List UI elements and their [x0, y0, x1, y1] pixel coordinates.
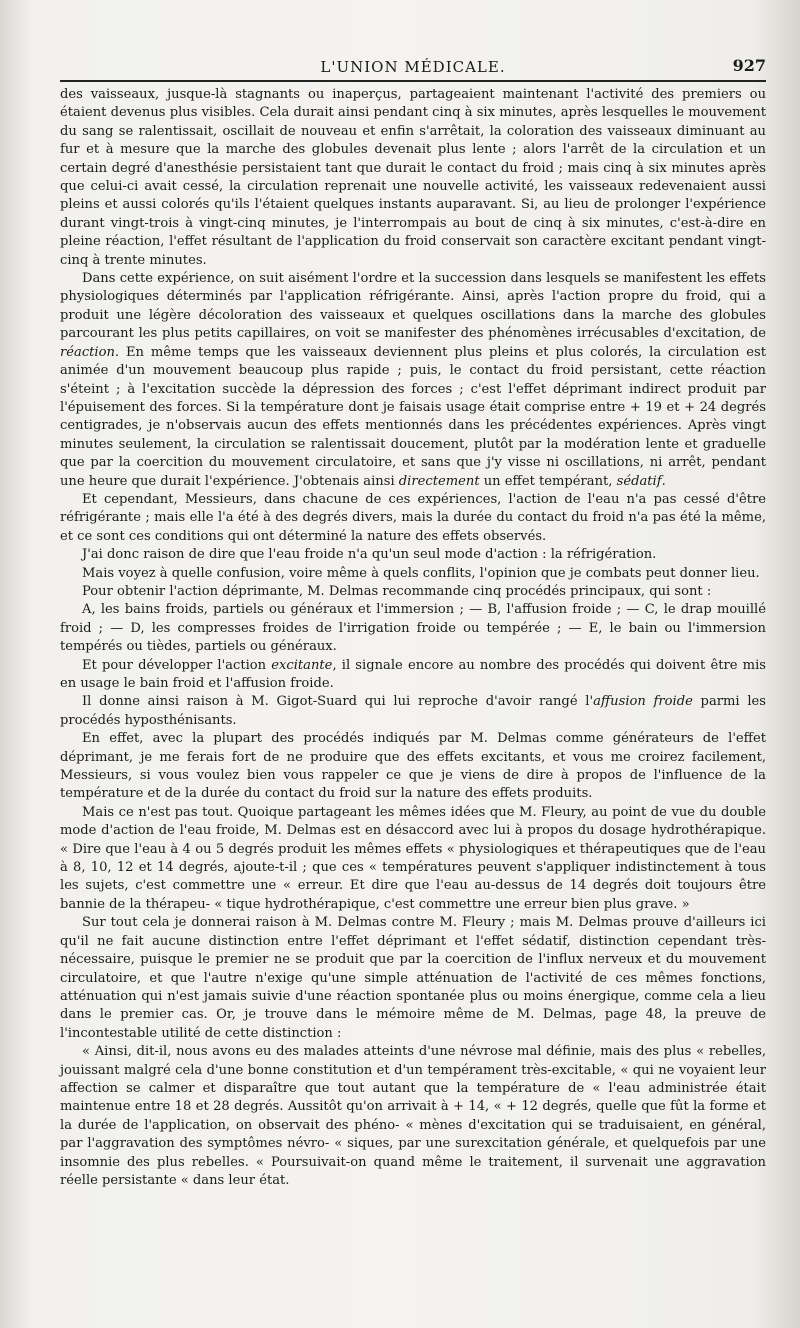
paragraph-1: des vaisseaux, jusque-là stagnants ou inaperçus, partageaient maintenant l'activité des premiers ou étaient devenus plus visibles. Cela durait ainsi pendant cinq à six minutes, après lesquelles le mouvement du sang se ralentissait, oscillait de nouveau et enfin s'arrêtait, la coloration des vaisseaux diminuant au fur et à mesure que la marche des globules devenait plus lente ; alors l'arrêt de la circulation et un certain degré d'anesthésie persistaient tant que durait le contact du froid ; mais cinq à six minutes après que celui-ci avait cessé, la circulation reprenait une nouvelle activité, les vaisseaux redevenaient aussi pleins et aussi colorés qu'ils l'étaient quelques instants auparavant. Si, au lieu de prolonger l'expérience durant vingt-trois à vingt-cinq minutes, je l'interrompais au bout de cinq à six minutes, c'est-à-dire en pleine réaction, l'effet résultant de l'application du froid conservait son caractère excitant pendant vingt-cinq à trente minutes.: [60, 87, 766, 268]
paragraph-2: [60, 270, 766, 491]
paragraph-2-text: .: [661, 473, 666, 489]
paragraph-12: Sur tout cela je donnerai raison à M. Delmas contre M. Fleury ; mais M. Delmas prouve d'ailleurs ici qu'il ne fait aucune distinction entre l'effet déprimant et l'effet sédatif, distinction cependant très-nécessaire, puisque le premier ne se produit que par la coercition de l'influx nerveux et du mouvement circulatoire, et que l'autre n'exige qu'une simple atténuation de l'activité de ces mêmes fonctions, atténuation qui n'est jamais suivie d'une réaction spontanée plus ou moins énergique, comme cela a lieu dans le premier cas. Or, je trouve dans le mémoire même de M. Delmas, page 48, la preuve de l'incontestable utilité de cette distinction :: [60, 915, 766, 1041]
paragraph-8-text: Et pour développer l'action: [82, 657, 272, 673]
paragraph-2-emphasis-directement: directement: [398, 473, 480, 489]
paragraph-2-emphasis-sedatif: sédatif: [616, 473, 662, 489]
paragraph-5: Mais voyez à quelle confusion, voire même à quels conflits, l'opinion que je combats peut donner lieu.: [82, 565, 760, 581]
paragraph-7: A, les bains froids, partiels ou généraux et l'immersion ; — B, l'affusion froide ; — C, le drap mouillé froid ; — D, les compresses froides de l'irrigation froide ou tempérée ; — E, le bain ou l'immersion tempérés ou tièdes, partiels ou généraux.: [60, 602, 766, 655]
paragraph-9-text: parmi les procédés hyposthénisants.: [60, 694, 766, 728]
paragraph-9: [60, 693, 766, 730]
paragraph-3: Et cependant, Messieurs, dans chacune de ces expériences, l'action de l'eau n'a pas cessé d'être réfrigérante ; mais elle l'a été à des degrés divers, mais la durée du contact du froid n'a pas été la même, et ce sont ces conditions qui ont déterminé la nature des effets observés.: [60, 491, 766, 544]
paragraph-11: Mais ce n'est pas tout. Quoique partageant les mêmes idées que M. Fleury, au point de vue du double mode d'action de l'eau froide, M. Delmas est en désaccord avec lui à propos du dosage hydrothérapique. « Dire que l'eau à 4 ou 5 degrés produit les mêmes effets « physiologiques et thérapeutiques que de l'eau à 8, 10, 12 et 14 degrés, ajoute-t-il ; que ces « températures peuvent s'appliquer indistinctement à tous les sujets, c'est commettre une « erreur. Et dire que l'eau au-dessus de 14 degrés doit toujours être bannie de la thérapeu- « tique hydrothérapique, c'est commettre une erreur bien plus grave. »: [60, 804, 766, 912]
running-head: [60, 48, 766, 80]
running-title: L'UNION MÉDICALE.: [320, 58, 506, 76]
paragraph-10: En effet, avec la plupart des procédés indiqués par M. Delmas comme générateurs de l'effet déprimant, je me ferais fort de ne produire que des effets excitants, et vous me croirez facilement, Messieurs, si vous voulez bien vous rappeler ce que je viens de dire à propos de l'influence de la température et de la durée du contact du froid sur la nature des effets produits.: [60, 731, 766, 802]
paragraph-2-text: Dans cette expérience, on suit aisément l'ordre et la succession dans lesquels se manifestent les effets physiologiques déterminés par l'application réfrigérante. Ainsi, après l'action propre du froid, qui a produit une légère décoloration des vaisseaux et quelques oscillations dans la marche des globules parcourant les plus petits capillaires, on voit se manifester des phénomènes irrécusables d'excitation, de: [60, 271, 766, 342]
header-rule: [60, 80, 766, 82]
paragraph-9-emphasis-affusion: affusion froide: [593, 694, 693, 710]
paragraph-4: J'ai donc raison de dire que l'eau froide n'a qu'un seul mode d'action : la réfrigération.: [82, 547, 657, 563]
paragraph-13-quotation: « Ainsi, dit-il, nous avons eu des malades atteints d'une névrose mal définie, mais des plus « rebelles, jouissant malgré cela d'une bonne constitution et d'un tempérament très-excitable, « qui ne voyaient leur affection se calmer et disparaître que tout autant que la température de « l'eau administrée était maintenue entre 18 et 28 degrés. Aussitôt qu'on arrivait à + 14, « + 12 degrés, quelle que fût la forme et la durée de l'application, on observait des phéno- « mènes d'excitation qui se traduisaient, en général, par l'aggravation des symptômes névro- « siques, par une surexcitation générale, et quelquefois par une insomnie des plus rebelles. « Poursuivait-on quand même le traitement, il survenait une aggravation réelle persistante « dans leur état.: [60, 1044, 766, 1188]
page-number: 927: [732, 56, 766, 75]
paragraph-2-emphasis-reaction: réaction: [60, 344, 115, 360]
paragraph-2-text: . En même temps que les vaisseaux deviennent plus pleins et plus colorés, la circulation est animée d'un mouvement beaucoup plus rapide ; puis, le contact du froid persistant, cette réaction s'éteint ; à l'excitation succède la dépression des forces ; c'est l'effet déprimant indirect produit par l'épuisement des forces. Si la température dont je faisais usage était comprise entre + 19 et + 24 degrés centigrades, je n'observais aucun des effets mentionnés dans les précédentes expériences. Après vingt minutes seulement, la circulation se ralentissait doucement, plutôt par la modération lente et graduelle que par la coercition du mouvement circulatoire, et sans que j'y visse ni oscillations, ni arrêt, pendant une heure que durait l'expérience. J'obtenais ainsi: [60, 344, 766, 489]
paragraph-2-text: un effet tempérant,: [479, 473, 617, 489]
article-body: [60, 86, 766, 1190]
paragraph-8-text: , il signale encore au nombre des procédés qui doivent être mis en usage le bain froid et l'affusion froide.: [60, 657, 766, 691]
paragraph-8: [60, 657, 766, 694]
paragraph-9-text: Il donne ainsi raison à M. Gigot-Suard qui lui reproche d'avoir rangé l': [82, 694, 594, 710]
paragraph-8-emphasis-excitante: excitante: [271, 657, 333, 673]
paragraph-6: Pour obtenir l'action déprimante, M. Delmas recommande cinq procédés principaux, qui sont :: [82, 583, 712, 599]
